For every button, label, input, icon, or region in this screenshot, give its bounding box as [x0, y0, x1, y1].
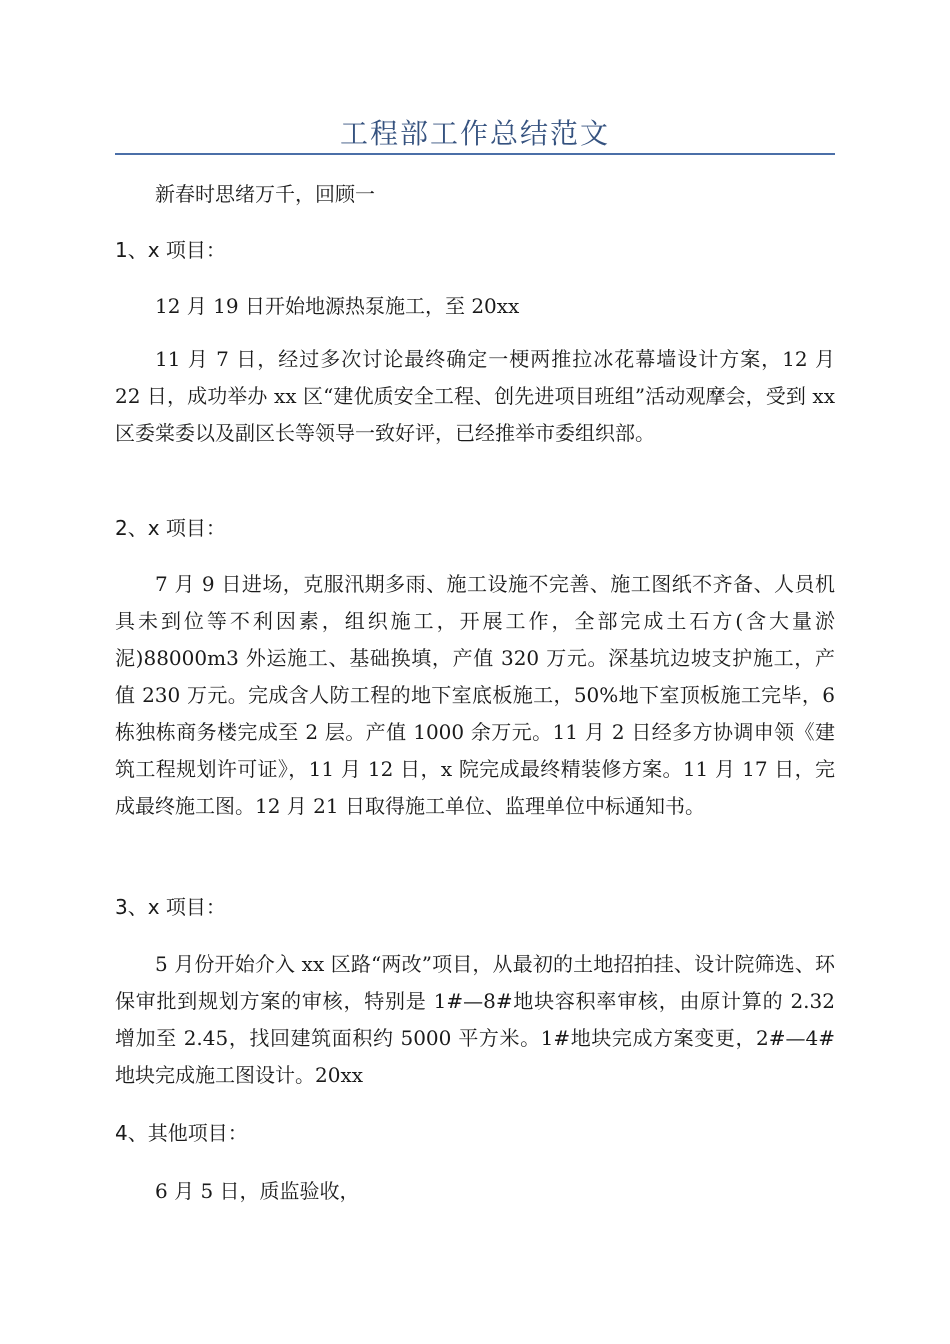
section-3-paragraph-1: 5 月份开始介入 xx 区路“两改”项目，从最初的土地招拍挂、设计院筛选、环保审批到规划方案的审核，特别是 1#—8#地块容积率审核，由原计算的 2.32 增加至 2.45，找回建筑面积约 5000 平方米。1#地块完成方案变更，2#—4#地块完成施工图设计。20xx: [115, 952, 835, 1087]
document-title: 工程部工作总结范文: [339, 117, 610, 150]
section-4-paragraph-1: 6 月 5 日，质监验收，: [155, 1179, 360, 1203]
intro-paragraph: 新春时思绪万千，回顾一: [155, 182, 375, 206]
section-1-paragraph-1: 12 月 19 日开始地源热泵施工，至 20xx: [155, 294, 520, 318]
section-heading-3: 3、x 项目：: [115, 895, 226, 919]
section-heading-4: 4、其他项目：: [115, 1121, 248, 1145]
section-heading-2: 2、x 项目：: [115, 516, 226, 540]
section-2-paragraph-1: 7 月 9 日进场，克服汛期多雨、施工设施不完善、施工图纸不齐备、人员机具未到位等不利因素，组织施工，开展工作，全部完成土石方(含大量淤泥)88000m3 外运施工、基础换填，产值 320 万元。深基坑边坡支护施工，产值 230 万元。完成含人防工程的地下室底板施工，50%地下室顶板施工完毕，6 栋独栋商务楼完成至 2 层。产值 1000 余万元。11 月 2 日经多方协调申领《建筑工程规划许可证》，11 月 12 日，x 院完成最终精装修方案。11 月 17 日，完成最终施工图。12 月 21 日取得施工单位、监理单位中标通知书。: [115, 572, 835, 818]
title-underline: [115, 153, 835, 155]
section-1-paragraph-2: 11 月 7 日，经过多次讨论最终确定一梗两推拉冰花幕墙设计方案，12 月 22 日，成功举办 xx 区“建优质安全工程、创先进项目班组”活动观摩会，受到 xx 区委棠委以及副区长等领导一致好评，已经推举市委组织部。: [115, 347, 835, 445]
section-heading-1: 1、x 项目：: [115, 238, 226, 262]
